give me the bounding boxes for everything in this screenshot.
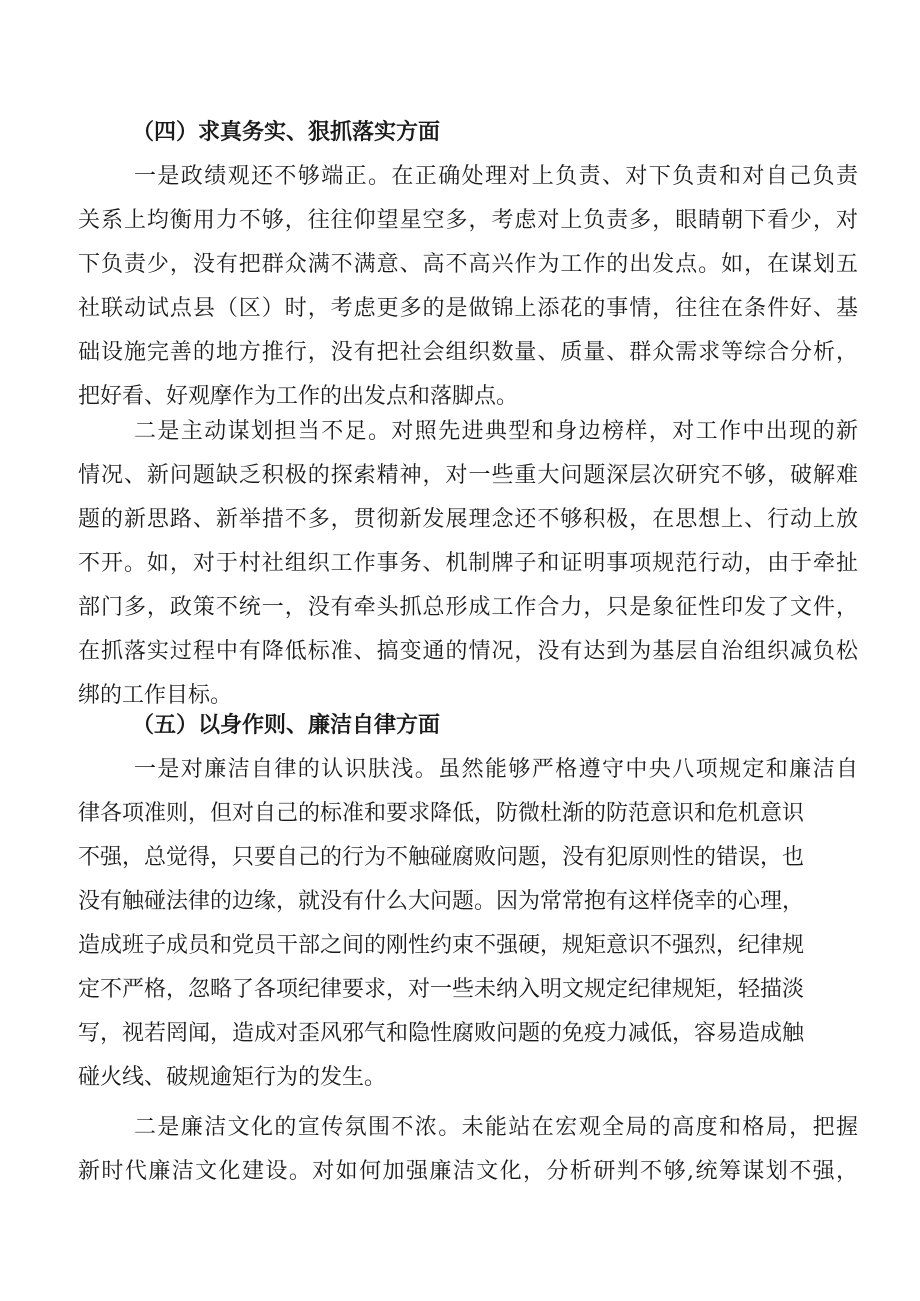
text-line: 题的新思路、新举措不多，贯彻新发展理念还不够积极，在思想上、行动上放 xyxy=(78,507,858,532)
paragraph-5-1 xyxy=(78,748,858,1100)
text-line: 不强，总觉得，只要自己的行为不触碰腐败问题，没有犯原则性的错误，也 xyxy=(78,845,805,870)
text-line: 律各项准则，但对自己的标准和要求降低，防微杜渐的防范意识和危机意识 xyxy=(78,801,805,826)
paragraph-4-1 xyxy=(78,155,858,419)
text-line: 一是政绩观还不够端正。在正确处理对上负责、对下负责和对自己负责 xyxy=(134,164,858,189)
text-line: 把好看、好观摩作为工作的出发点和落脚点。 xyxy=(78,384,519,409)
text-line: 新时代廉洁文化建设。对如何加强廉洁文化，分析研判不够,统筹谋划不强， xyxy=(78,1159,858,1184)
text-line: 碰火线、破规逾矩行为的发生。 xyxy=(78,1065,387,1090)
text-line: 二是廉洁文化的宣传氛围不浓。未能站在宏观全局的高度和格局，把握 xyxy=(134,1115,858,1140)
text-line: 不开。如，对于村社组织工作事务、机制牌子和证明事项规范行动，由于牵扯 xyxy=(78,551,858,576)
paragraph-4-2 xyxy=(78,410,858,718)
text-line: 社联动试点县（区）时，考虑更多的是做锦上添花的事情，往往在条件好、基 xyxy=(78,296,858,321)
section-heading-4: （四）求真务实、狠抓落实方面 xyxy=(132,120,441,145)
text-line: 没有触碰法律的边缘，就没有什么大问题。因为常常抱有这样侥幸的心理， xyxy=(78,889,805,914)
text-line: 下负责少，没有把群众满不满意、高不高兴作为工作的出发点。如，在谋划五 xyxy=(78,252,858,277)
text-line: 一是对廉洁自律的认识肤浅。虽然能够严格遵守中央八项规定和廉洁自 xyxy=(134,757,858,782)
text-line: 绑的工作目标。 xyxy=(78,683,233,708)
text-line: 部门多，政策不统一，没有牵头抓总形成工作合力，只是象征性印发了文件， xyxy=(78,595,858,620)
text-line: 在抓落实过程中有降低标准、搞变通的情况，没有达到为基层自治组织减负松 xyxy=(78,639,858,664)
text-line: 情况、新问题缺乏积极的探索精神，对一些重大问题深层次研究不够，破解难 xyxy=(78,463,858,488)
text-line: 二是主动谋划担当不足。对照先进典型和身边榜样，对工作中出现的新 xyxy=(134,419,858,444)
text-line: 关系上均衡用力不够，往往仰望星空多，考虑对上负责多，眼睛朝下看少，对 xyxy=(78,208,858,233)
text-line: 写，视若罔闻，造成对歪风邪气和隐性腐败问题的免疫力减低，容易造成触 xyxy=(78,1021,805,1046)
text-line: 定不严格，忽略了各项纪律要求，对一些未纳入明文规定纪律规矩，轻描淡 xyxy=(78,977,805,1002)
text-line: 础设施完善的地方推行，没有把社会组织数量、质量、群众需求等综合分析， xyxy=(78,340,858,365)
text-line: 造成班子成员和党员干部之间的刚性约束不强硬，规矩意识不强烈，纪律规 xyxy=(78,933,805,958)
section-heading-5: （五）以身作则、廉洁自律方面 xyxy=(132,713,441,738)
paragraph-5-2 xyxy=(78,1106,858,1194)
